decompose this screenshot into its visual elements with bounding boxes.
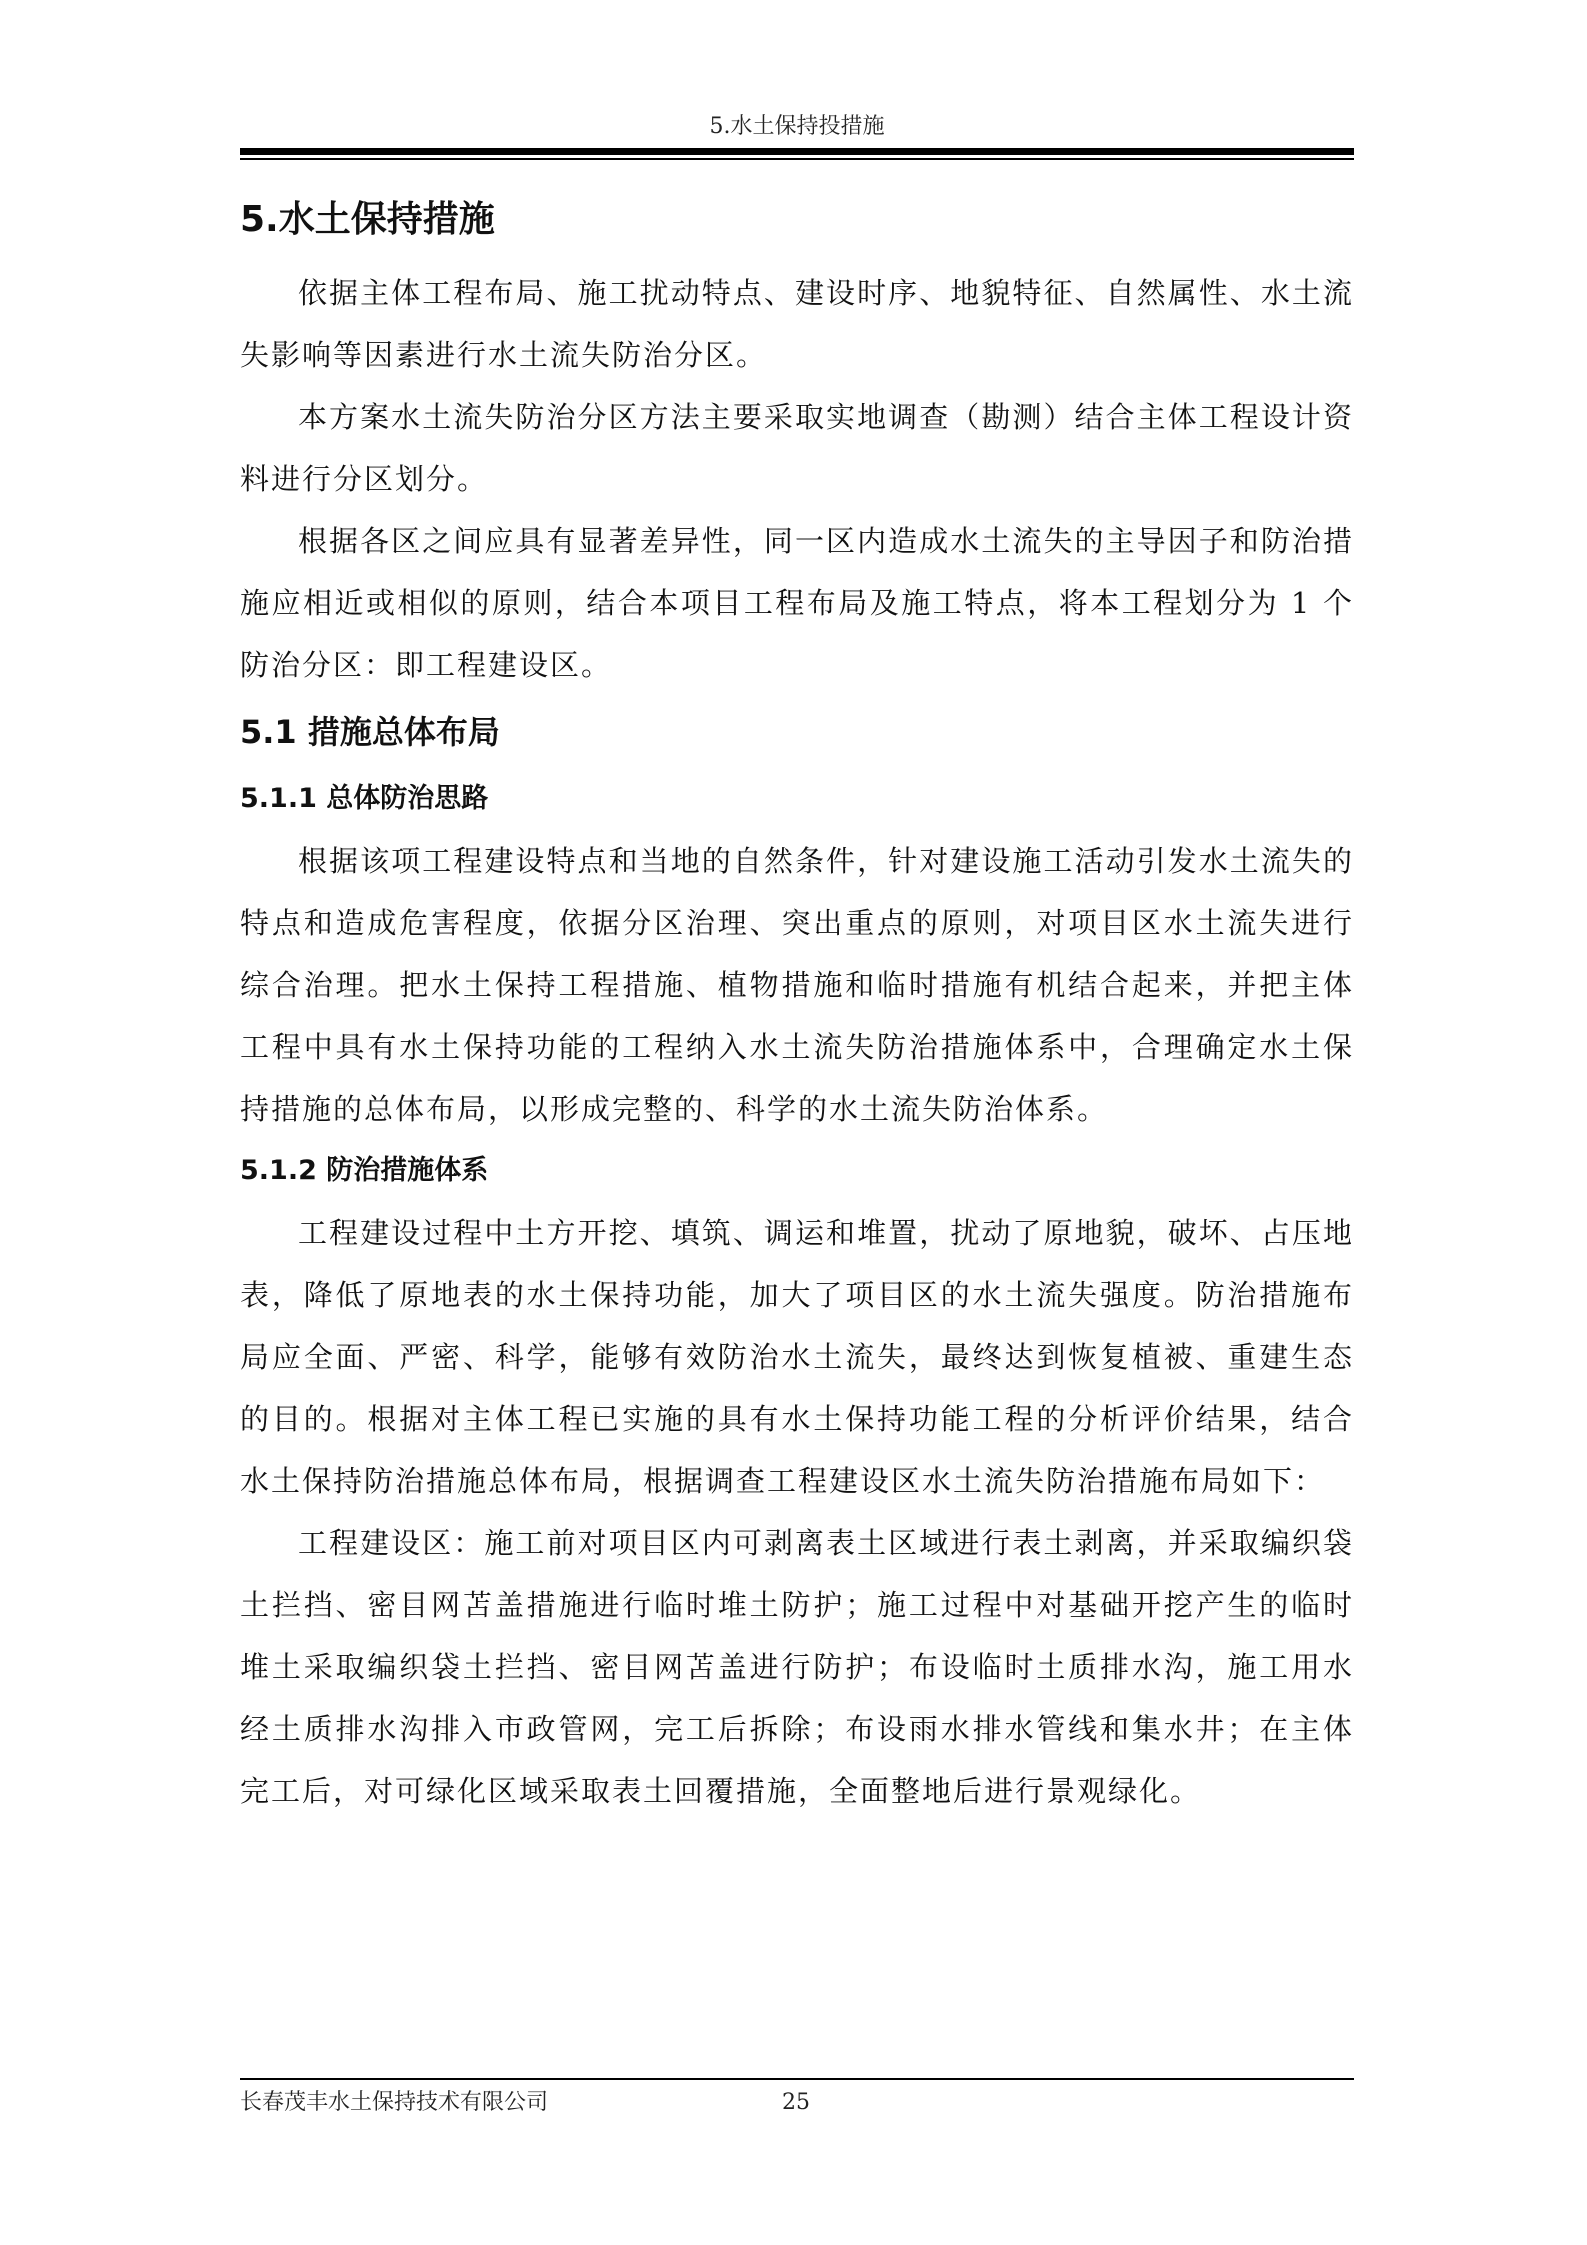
intro-paragraph-3: 根据各区之间应具有显著差异性，同一区内造成水土流失的主导因子和防治措施应相近或相似的原则，结合本项目工程布局及施工特点，将本工程划分为 1 个防治分区：即工程建设区。: [240, 524, 1354, 682]
paragraph-5-1-2-1: 工程建设过程中土方开挖、填筑、调运和堆置，扰动了原地貌，破坏、占压地表，降低了原地表的水土保持功能，加大了项目区的水土流失强度。防治措施布局应全面、严密、科学，能够有效防治水土流失，最终达到恢复植被、重建生态的目的。根据对主体工程已实施的具有水土保持功能工程的分析评价结果，结合水土保持防治措施总体布局，根据调查工程建设区水土流失防治措施布局如下：: [240, 1216, 1354, 1498]
footer-rule: [240, 2078, 1354, 2080]
subsection-title-5-1-1: 5.1.1 总体防治思路: [240, 783, 489, 814]
subsection-title-5-1-2: 5.1.2 防治措施体系: [240, 1155, 489, 1186]
intro-paragraph-2: 本方案水土流失防治分区方法主要采取实地调查（勘测）结合主体工程设计资料进行分区划分。: [240, 400, 1354, 496]
intro-paragraph-1: 依据主体工程布局、施工扰动特点、建设时序、地貌特征、自然属性、水土流失影响等因素进行水土流失防治分区。: [240, 276, 1354, 372]
page-number: 25: [782, 2090, 810, 2115]
document-body: [240, 188, 1354, 1822]
running-header: 5.水土保持投措施: [709, 114, 885, 139]
header-rule-thick: [240, 148, 1354, 155]
footer-company: 长春茂丰水土保持技术有限公司: [240, 2090, 549, 2115]
paragraph-5-1-2-2: 工程建设区：施工前对项目区内可剥离表土区域进行表土剥离，并采取编织袋土拦挡、密目网苫盖措施进行临时堆土防护；施工过程中对基础开挖产生的临时堆土采取编织袋土拦挡、密目网苫盖进行防护；布设临时土质排水沟，施工用水经土质排水沟排入市政管网，完工后拆除；布设雨水排水管线和集水井；在主体完工后，对可绿化区域采取表土回覆措施，全面整地后进行景观绿化。: [240, 1526, 1354, 1808]
section-title-5-1: 5.1 措施总体布局: [240, 713, 500, 751]
paragraph-5-1-1-1: 根据该项工程建设特点和当地的自然条件，针对建设施工活动引发水土流失的特点和造成危害程度，依据分区治理、突出重点的原则，对项目区水土流失进行综合治理。把水土保持工程措施、植物措施和临时措施有机结合起来，并把主体工程中具有水土保持功能的工程纳入水土流失防治措施体系中，合理确定水土保持措施的总体布局，以形成完整的、科学的水土流失防治体系。: [240, 844, 1354, 1126]
chapter-title: 5.水土保持措施: [240, 199, 495, 240]
header-rule-thin: [240, 158, 1354, 160]
